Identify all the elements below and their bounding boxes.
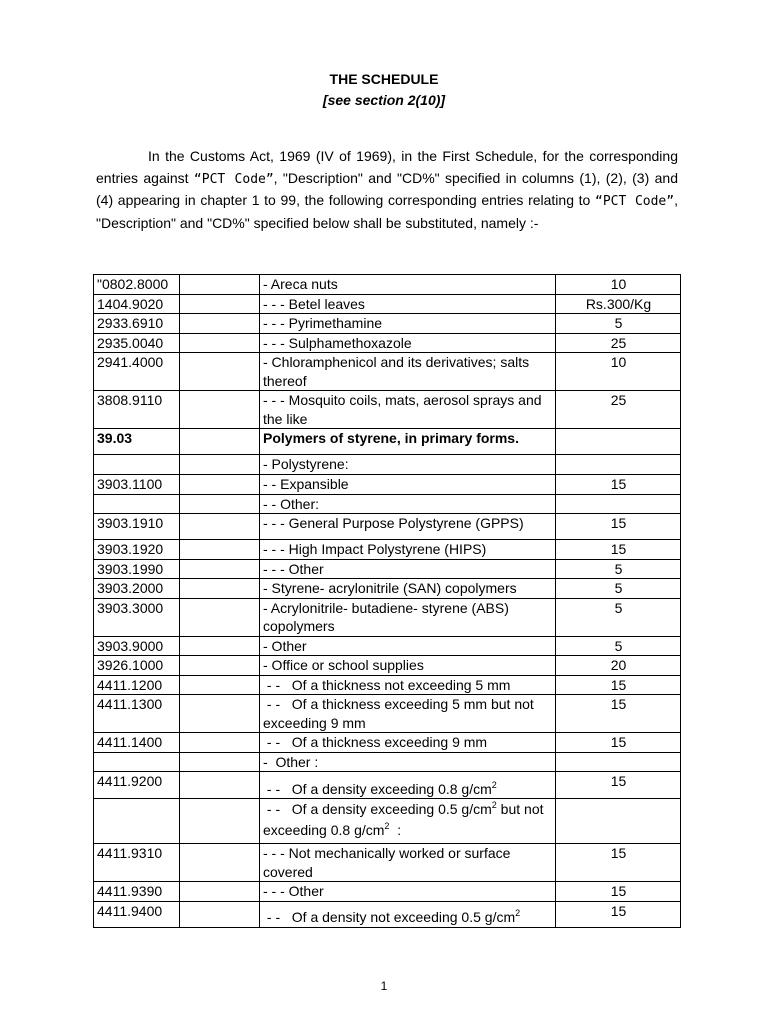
schedule-title: THE SCHEDULE — [329, 71, 439, 87]
table-row — [94, 353, 681, 391]
cd-rate-cell: 15 — [556, 733, 681, 753]
description-cell — [260, 772, 556, 799]
table-row — [94, 540, 681, 560]
cd-rate-cell: 15 — [556, 475, 681, 495]
description-cell — [260, 752, 556, 772]
description-cell — [260, 514, 556, 540]
pct-code-term: “PCT Code” — [595, 194, 675, 209]
schedule-table — [93, 274, 681, 928]
description-text: Polymers of styrene, in primary forms. — [263, 430, 519, 446]
description-text: - Office or school supplies — [263, 657, 424, 673]
description-cell — [260, 333, 556, 353]
pct-code-cell: 2933.6910 — [94, 314, 180, 334]
description-cell — [260, 559, 556, 579]
description-cell — [260, 494, 556, 514]
blank-cell — [180, 901, 260, 927]
superscript: 2 — [515, 908, 521, 918]
pct-code-cell: 4411.9390 — [94, 882, 180, 902]
description-text: - - - Not mechanically worked or surface covered — [263, 845, 515, 880]
blank-cell — [180, 799, 260, 844]
description-text: - Acrylonitrile- butadiene- styrene (ABS) copolymers — [263, 599, 513, 634]
description-cell — [260, 353, 556, 391]
cd-rate-cell: 15 — [556, 540, 681, 560]
description-text: - - - Other — [263, 883, 324, 899]
description-cell — [260, 275, 556, 295]
pct-code-cell — [94, 799, 180, 844]
cd-rate-cell: 5 — [556, 598, 681, 636]
page-number: 1 — [380, 979, 388, 993]
description-cell — [260, 598, 556, 636]
table-row — [94, 695, 681, 733]
description-text: - - Of a thickness exceeding 5 mm but not exceeding 9 mm — [263, 696, 538, 731]
description-text: - - - Betel leaves — [263, 295, 365, 312]
table-row — [94, 844, 681, 882]
cd-rate-cell: 15 — [556, 514, 681, 540]
blank-cell — [180, 429, 260, 455]
table-row — [94, 733, 681, 753]
cd-rate-cell: 15 — [556, 844, 681, 882]
description-text: - - Of a density not exceeding 0.5 g/cm — [263, 909, 516, 925]
description-text: - Styrene- acrylonitrile (SAN) copolymers — [263, 580, 517, 596]
table-row — [94, 494, 681, 514]
cd-rate-cell: 10 — [556, 275, 681, 295]
cd-rate-cell: 25 — [556, 333, 681, 353]
superscript: 2 — [491, 779, 497, 790]
table-row — [94, 275, 681, 295]
table-row — [94, 636, 681, 656]
pct-code-cell: 4411.1300 — [94, 695, 180, 733]
description-text: - - Of a density exceeding 0.8 g/cm — [263, 780, 492, 797]
description-cell — [260, 733, 556, 753]
blank-cell — [180, 353, 260, 391]
cd-rate-cell — [556, 455, 681, 475]
blank-cell — [180, 882, 260, 902]
description-text: but not exceeding 0.8 g/cm — [263, 801, 548, 838]
pct-code-cell: 4411.1400 — [94, 733, 180, 753]
blank-cell — [180, 598, 260, 636]
blank-cell — [180, 333, 260, 353]
table-row — [94, 656, 681, 676]
cd-rate-cell: 5 — [556, 579, 681, 599]
description-text: - - - Pyrimethamine — [263, 315, 383, 331]
description-cell — [260, 391, 556, 429]
blank-cell — [180, 733, 260, 753]
table-row — [94, 772, 681, 799]
pct-code-cell: 4411.9310 — [94, 844, 180, 882]
blank-cell — [180, 772, 260, 799]
description-text: - Other — [263, 637, 307, 654]
pct-code-cell: 39.03 — [94, 429, 180, 455]
cd-rate-cell — [556, 752, 681, 772]
pct-code-cell — [94, 455, 180, 475]
blank-cell — [180, 579, 260, 599]
description-cell — [260, 314, 556, 334]
description-text: - - - Sulphamethoxazole — [263, 334, 412, 351]
blank-cell — [180, 559, 260, 579]
table-row — [94, 598, 681, 636]
description-cell — [260, 799, 556, 844]
description-cell — [260, 882, 556, 902]
blank-cell — [180, 844, 260, 882]
superscript: 2 — [491, 800, 497, 810]
table-row — [94, 333, 681, 353]
cd-rate-cell: 15 — [556, 695, 681, 733]
description-text: - - Expansible — [263, 476, 349, 492]
description-cell — [260, 294, 556, 314]
cd-rate-cell — [556, 429, 681, 455]
description-cell — [260, 656, 556, 676]
table-row — [94, 752, 681, 772]
blank-cell — [180, 391, 260, 429]
intro-text-1: In the Customs Act, 1969 (IV of 1969), in the First Schedule, for the corresponding entries against — [96, 148, 678, 186]
table-row — [94, 901, 681, 927]
description-cell — [260, 675, 556, 695]
description-text: - - - High Impact Polystyrene (HIPS) — [263, 541, 487, 557]
pct-code-cell: 3903.9000 — [94, 636, 180, 656]
blank-cell — [180, 695, 260, 733]
blank-cell — [180, 540, 260, 560]
blank-cell — [180, 475, 260, 495]
blank-cell — [180, 275, 260, 295]
pct-code-cell: 4411.9400 — [94, 901, 180, 927]
pct-code-cell: 3808.9110 — [94, 391, 180, 429]
table-row — [94, 675, 681, 695]
description-text: - - Other: — [263, 495, 320, 512]
pct-code-cell: 2941.4000 — [94, 353, 180, 391]
description-text: - Polystyrene: — [263, 456, 349, 472]
pct-code-cell: 2935.0040 — [94, 333, 180, 353]
cd-rate-cell — [556, 494, 681, 514]
description-cell — [260, 844, 556, 882]
cd-rate-cell: 15 — [556, 901, 681, 927]
table-row — [94, 391, 681, 429]
pct-code-cell: 3903.1920 — [94, 540, 180, 560]
cd-rate-cell: Rs.300/Kg — [556, 294, 681, 314]
pct-code-cell: 3903.1100 — [94, 475, 180, 495]
description-cell — [260, 579, 556, 599]
description-cell — [260, 429, 556, 455]
cd-rate-cell: 10 — [556, 353, 681, 391]
blank-cell — [180, 636, 260, 656]
description-text: - - Of a thickness not exceeding 5 mm — [263, 676, 511, 693]
blank-cell — [180, 494, 260, 514]
pct-code-cell: 3903.2000 — [94, 579, 180, 599]
table-row — [94, 314, 681, 334]
table-row — [94, 429, 681, 455]
pct-code-cell — [94, 494, 180, 514]
cd-rate-cell: 15 — [556, 882, 681, 902]
blank-cell — [180, 294, 260, 314]
cd-rate-cell: 5 — [556, 636, 681, 656]
description-text: - - - Mosquito coils, mats, aerosol sprays and the like — [263, 392, 546, 427]
pct-code-cell: 1404.9020 — [94, 294, 180, 314]
description-text: - Areca nuts — [263, 276, 338, 292]
schedule-subtitle: [see section 2(10)] — [322, 92, 446, 108]
pct-code-cell: "0802.8000 — [94, 275, 180, 295]
cd-rate-cell: 15 — [556, 772, 681, 799]
blank-cell — [180, 752, 260, 772]
cd-rate-cell: 5 — [556, 314, 681, 334]
pct-code-cell: 3903.3000 — [94, 598, 180, 636]
description-cell — [260, 475, 556, 495]
description-text: - - - General Purpose Polystyrene (GPPS) — [263, 515, 524, 531]
table-row — [94, 475, 681, 495]
cd-rate-cell: 15 — [556, 675, 681, 695]
pct-code-cell: 3903.1990 — [94, 559, 180, 579]
blank-cell — [180, 675, 260, 695]
table-row — [94, 882, 681, 902]
description-cell — [260, 636, 556, 656]
description-cell — [260, 901, 556, 927]
intro-text-3: , "Description" and "CD%" specified below shall be substituted, namely :- — [96, 192, 678, 231]
pct-code-cell: 3926.1000 — [94, 656, 180, 676]
blank-cell — [180, 455, 260, 475]
superscript: 2 — [384, 821, 390, 831]
description-text: : — [389, 822, 402, 838]
pct-code-cell — [94, 752, 180, 772]
cd-rate-cell: 25 — [556, 391, 681, 429]
description-cell — [260, 540, 556, 560]
pct-code-cell: 4411.1200 — [94, 675, 180, 695]
blank-cell — [180, 656, 260, 676]
blank-cell — [180, 314, 260, 334]
cd-rate-cell — [556, 799, 681, 844]
pct-code-cell: 4411.9200 — [94, 772, 180, 799]
table-row — [94, 799, 681, 844]
table-row — [94, 455, 681, 475]
cd-rate-cell: 5 — [556, 559, 681, 579]
blank-cell — [180, 514, 260, 540]
description-cell — [260, 455, 556, 475]
table-row — [94, 294, 681, 314]
pct-code-cell: 3903.1910 — [94, 514, 180, 540]
cd-rate-cell: 20 — [556, 656, 681, 676]
description-text: - Chloramphenicol and its derivatives; salts thereof — [263, 354, 534, 389]
intro-text-2: , "Description" and "CD%" specified in columns (1), (2), (3) and (4) appearing in chapter 1 to 99, the following corresponding entries relating to — [96, 169, 678, 208]
description-text: - - Of a density exceeding 0.5 g/cm — [263, 801, 492, 817]
description-cell — [260, 695, 556, 733]
description-text: - Other : — [263, 753, 319, 770]
table-row — [94, 559, 681, 579]
description-text: - - - Other — [263, 560, 324, 577]
description-text: - - Of a thickness exceeding 9 mm — [263, 734, 488, 750]
pct-code-term: “PCT Code” — [193, 171, 274, 187]
intro-paragraph — [96, 146, 678, 234]
table-row — [94, 579, 681, 599]
table-row — [94, 514, 681, 540]
